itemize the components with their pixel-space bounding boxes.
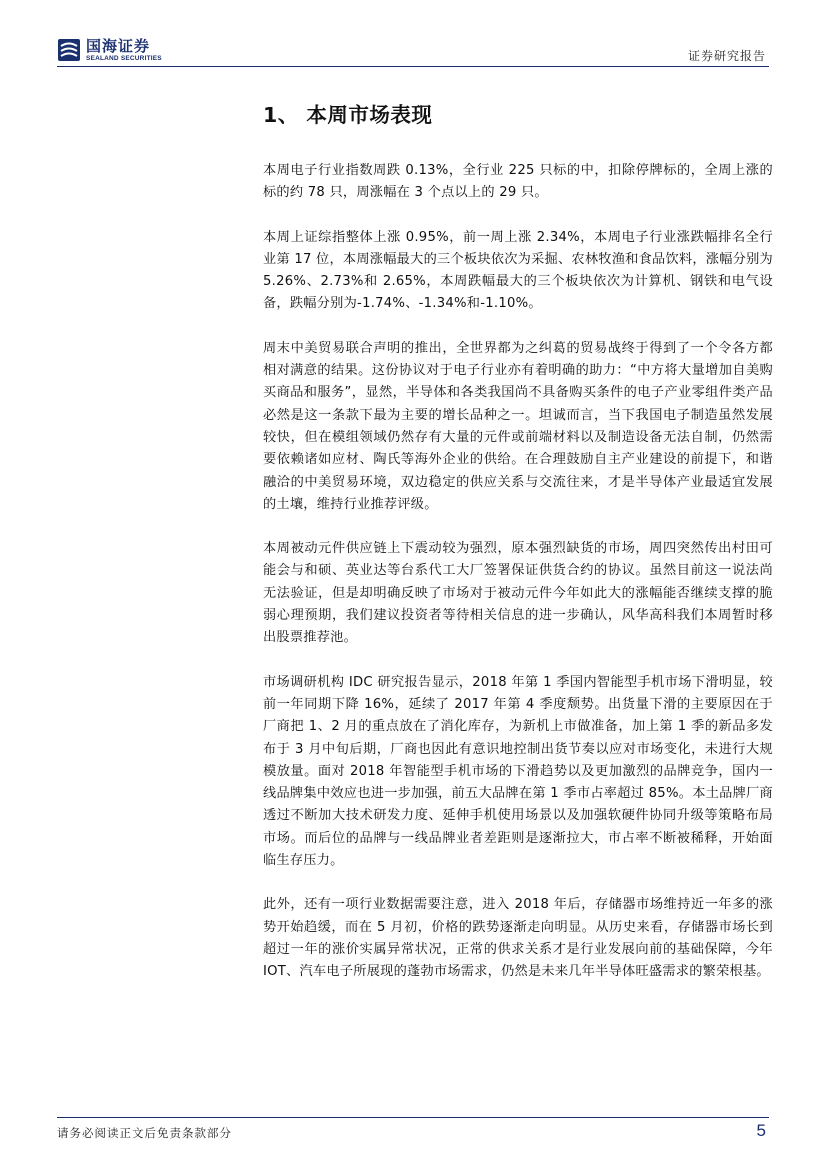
report-type-label: 证券研究报告 [687,49,766,63]
main-content [263,100,773,1006]
page-header [0,0,827,70]
paragraph-memory-market: 此外，还有一项行业数据需要注意，进入 2018 年后，存储器市场维持近一年多的涨势开始趋缓，而在 5 月初，价格的跌势逐渐走向明显。从历史来看，存储器市场长到超过一年的涨价实属异常状况，正常的供求关系才是行业发展向前的基础保障，今年 IOT、汽车电子所展现的蓬勃市场需求，仍然是未来几年半导体旺盛需求的繁荣根基。 [263,897,773,980]
disclaimer-note: 请务必阅读正文后免责条款部分 [57,1126,232,1140]
sealand-logo [57,38,177,64]
paragraph-passive-components: 本周被动元件供应链上下震动较为强烈，原本强烈缺货的市场，周四突然传出村田可能会与和硕、英业达等台系代工大厂签署保证供货合约的协议。虽然目前这一说法尚无法验证，但是却明确反映了市场对于被动元件今年如此大的涨幅能否继续支撑的脆弱心理预期，我们建议投资者等待相关信息的进一步确认，风华高科我们本周暂时移出股票推荐池。 [263,541,773,646]
sealand-logo-icon [57,38,81,62]
logo-chinese-name: 国海证券 [86,37,151,55]
paragraph-index-performance: 本周电子行业指数周跌 0.13%，全行业 225 只标的中，扣除停牌标的，全周上涨的标的约 78 只，周涨幅在 3 个点以上的 29 只。 [263,163,773,201]
section-title: 1、 本周市场表现 [263,103,433,127]
header-divider [57,66,769,67]
paragraph-trade-agreement: 周末中美贸易联合声明的推出，全世界都为之纠葛的贸易战终于得到了一个令各方都相对满意的结果。这份协议对于电子行业亦有着明确的助力：“中方将大量增加自美购买商品和服务”，显然，半导体和各类我国尚不具备购买条件的电子产业零组件类产品必然是这一条款下最为主要的增长品种之一。坦诚而言，当下我国电子制造虽然发展较快，但在模组领域仍然存有大量的元件或前端材料以及制造设备无法自制，仍然需要依赖诸如应材、陶氏等海外企业的供给。在合理鼓励自主产业建设的前提下，和谐融洽的中美贸易环境，双边稳定的供应关系与交流往来，才是半导体产业最适宜发展的土壤，维持行业推荐评级。 [263,340,773,512]
logo-english-name: SEALAND SECURITIES [86,55,162,62]
footer-divider [57,1117,769,1118]
paragraph-market-summary: 本周上证综指整体上涨 0.95%，前一周上涨 2.34%，本周电子行业涨跌幅排名全行业第 17 位，本周涨幅最大的三个板块依次为采掘、农林牧渔和食品饮料，涨幅分别为 5.26%、2.73%和 2.65%，本周跌幅最大的三个板块依次为计算机、钢铁和电气设备，跌幅分别为-1.74%、-1.34%和-1.10%。 [263,229,773,312]
paragraph-smartphone-market: 市场调研机构 IDC 研究报告显示，2018 年第 1 季国内智能型手机市场下滑明显，较前一年同期下降 16%，延续了 2017 年第 4 季度颓势。出货量下滑的主要原因在于厂商把 1、2 月的重点放在了消化库存，为新机上市做准备，加上第 1 季的新品多发布于 3 月中旬后期，厂商也因此有意识地控制出货节奏以应对市场变化，未进行大规模放量。面对 2018 年智能型手机市场的下滑趋势以及更加激烈的品牌竞争，国内一线品牌集中效应也进一步加强，前五大品牌在第 1 季市占率超过 85%。本土品牌厂商透过不断加大技术研发力度、延伸手机使用场景以及加强软硬件协同升级等策略布局市场。而后位的品牌与一线品牌业者差距则是逐渐拉大，市占率不断被稀释，开始面临生存压力。 [263,674,773,869]
page-number: 5 [756,1121,766,1140]
